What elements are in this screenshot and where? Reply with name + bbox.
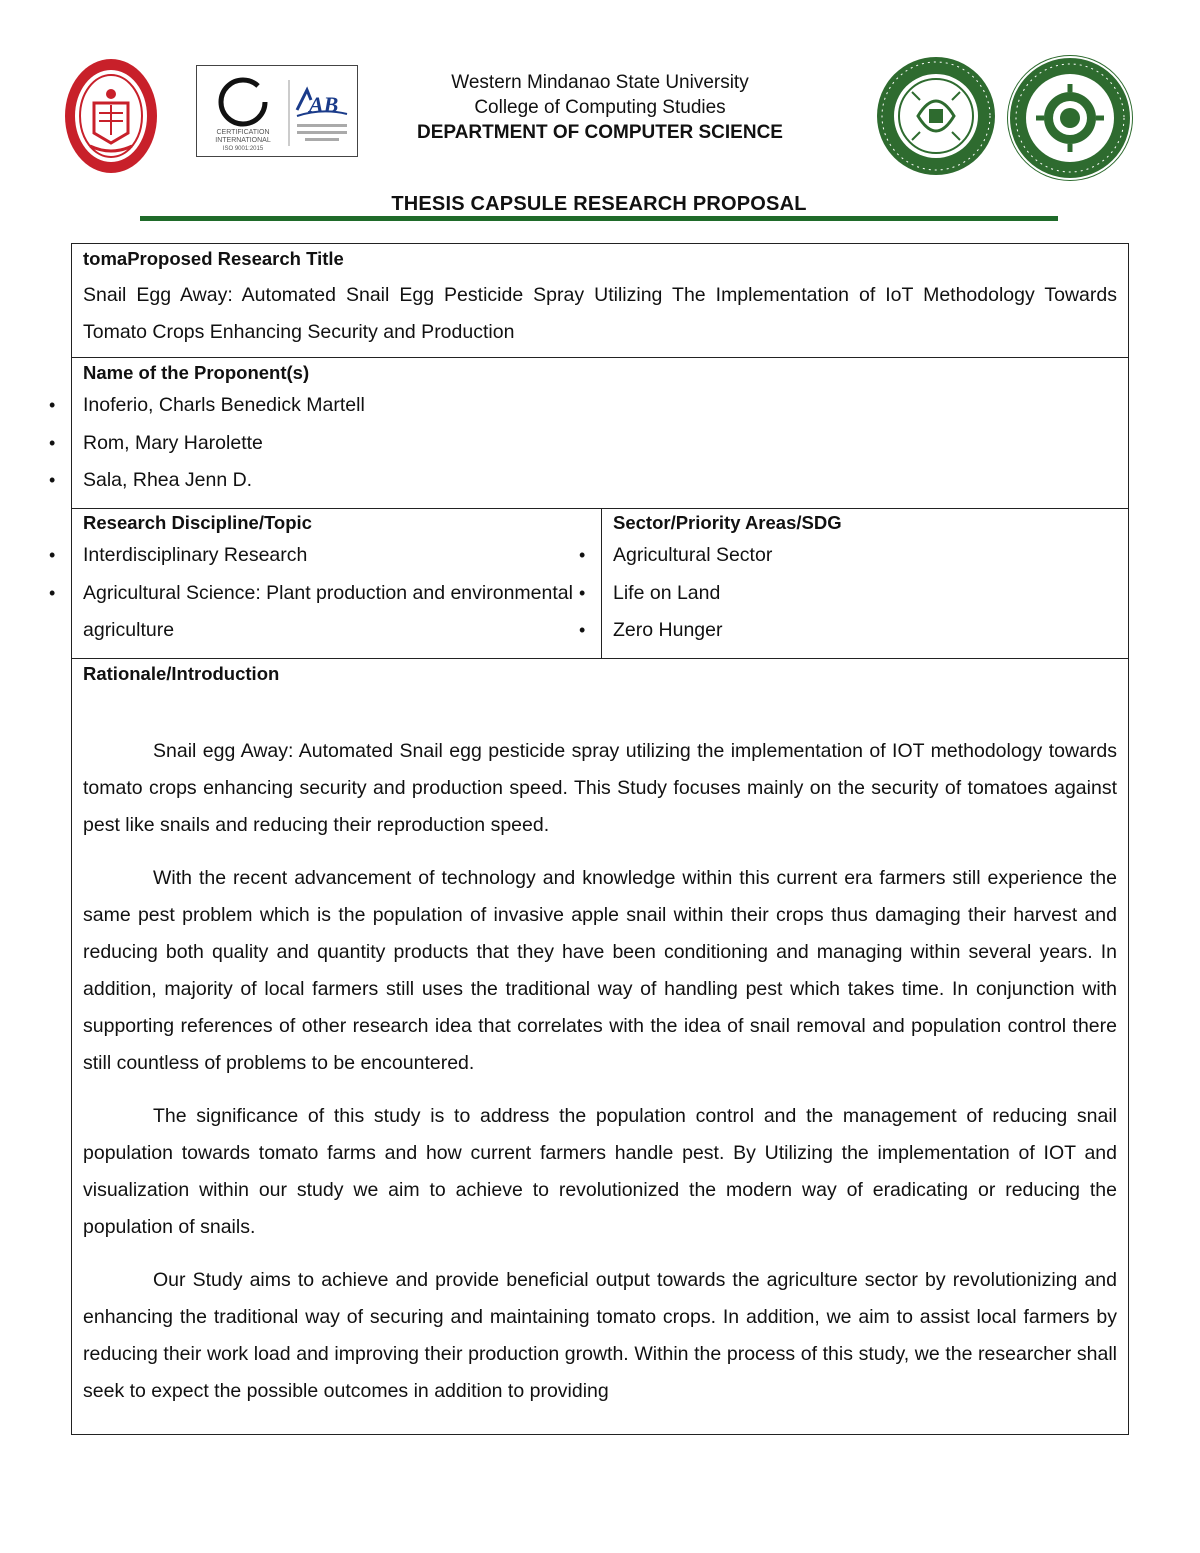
bullet-icon: • <box>49 470 56 490</box>
certification-logos <box>196 65 358 157</box>
list-item <box>579 612 1117 650</box>
rationale-paragraph: With the recent advancement of technology and knowledge within this current era farmers still experience the same pest problem which is the population of invasive apple snail within their crops thus damaging their harvest and reducing both quality and quantity products that they have been conditioning and managing within several years. In addition, majority of local farmers still uses the traditional way of handling pest which takes time. In conjunction with supporting references of other research idea that correlates with the idea of snail removal and population control there still countless of problems to be encountered. <box>83 867 1117 1074</box>
list-item <box>49 462 1117 500</box>
discipline-label: Research Discipline/Topic <box>83 512 312 533</box>
bullet-icon: • <box>579 582 586 603</box>
sector-list <box>579 537 1117 650</box>
rationale-paragraph: The significance of this study is to address the population control and the management of reducing snail population towards tomato farms and how current farmers handle pest. By Utilizing the implementation of IOT and visualization within our study we aim to achieve to revolutionized the modern way of eradicating or reducing the population of snails. <box>83 1105 1117 1238</box>
discipline-list <box>49 537 590 650</box>
svg-text:CERTIFICATION: CERTIFICATION <box>216 129 270 136</box>
bullet-icon: • <box>49 582 56 603</box>
list-item <box>49 575 590 650</box>
proponent-name: Inoferio, Charls Benedick Martell <box>83 394 365 416</box>
bullet-icon: • <box>49 395 56 415</box>
bullet-icon: • <box>579 545 586 565</box>
discipline-item: Interdisciplinary Research <box>83 544 308 566</box>
proponents-label: Name of the Proponent(s) <box>83 362 310 383</box>
research-title-label: tomaProposed Research Title <box>83 248 344 269</box>
institution-header <box>360 70 840 145</box>
proponent-name: Sala, Rhea Jenn D. <box>83 469 253 491</box>
university-name: Western Mindanao State University <box>451 72 749 93</box>
sector-column <box>579 509 1128 658</box>
discipline-column <box>49 509 602 658</box>
sector-item: Zero Hunger <box>613 619 723 641</box>
document-title: THESIS CAPSULE RESEARCH PROPOSAL <box>391 193 807 215</box>
sector-label: Sector/Priority Areas/SDG <box>613 512 842 533</box>
svg-text:AB: AB <box>309 92 339 117</box>
rationale-section <box>72 660 1128 1410</box>
proposal-table <box>49 243 1129 1435</box>
research-title-value: Snail Egg Away: Automated Snail Egg Pesticide Spray Utilizing The Implementation of IoT Methodology Towards Tomato Crops Enhancing Security and Production <box>83 284 1117 343</box>
department-name: DEPARTMENT OF COMPUTER SCIENCE <box>417 122 783 143</box>
list-item <box>49 537 590 575</box>
svg-text:INTERNATIONAL: INTERNATIONAL <box>215 137 271 144</box>
list-item <box>579 575 1117 613</box>
list-item <box>49 387 1117 425</box>
list-item <box>579 537 1117 575</box>
bullet-icon: • <box>49 432 56 453</box>
title-divider <box>140 216 1058 221</box>
bullet-icon: • <box>49 545 56 565</box>
proponents-list <box>49 387 1117 500</box>
proponent-name: Rom, Mary Harolette <box>83 431 263 454</box>
rationale-label: Rationale/Introduction <box>83 663 280 684</box>
ccs-seal-logo <box>876 56 996 176</box>
sector-item: Life on Land <box>613 581 721 604</box>
rationale-paragraph: Snail egg Away: Automated Snail egg pesticide spray utilizing the implementation of IOT methodology towards tomato crops enhancing security and production speed. This Study focuses mainly on the security of tomatoes against pest like snails and reducing their reproduction speed. <box>83 740 1117 836</box>
list-item <box>49 425 1117 463</box>
dcs-seal-logo <box>1006 54 1134 182</box>
proponents-section <box>49 359 1128 509</box>
bullet-icon: • <box>579 620 586 640</box>
discipline-sector-section <box>49 509 1128 659</box>
rationale-paragraph: Our Study aims to achieve and provide beneficial output towards the agriculture sector by revolutionizing and enhancing the traditional way of securing and maintaining tomato crops. In addition, we aim to assist local farmers by reducing their work load and improving their production growth. Within the process of this study, we the researcher shall seek to expect the possible outcomes in addition to providing <box>83 1269 1117 1402</box>
wmsu-seal-logo <box>64 58 158 174</box>
sector-item: Agricultural Sector <box>613 544 773 566</box>
research-title-section <box>72 245 1128 358</box>
discipline-item: Agricultural Science: Plant production and environmental agriculture <box>83 581 573 641</box>
college-name: College of Computing Studies <box>474 97 726 118</box>
svg-text:ISO 9001:2015: ISO 9001:2015 <box>222 146 264 152</box>
